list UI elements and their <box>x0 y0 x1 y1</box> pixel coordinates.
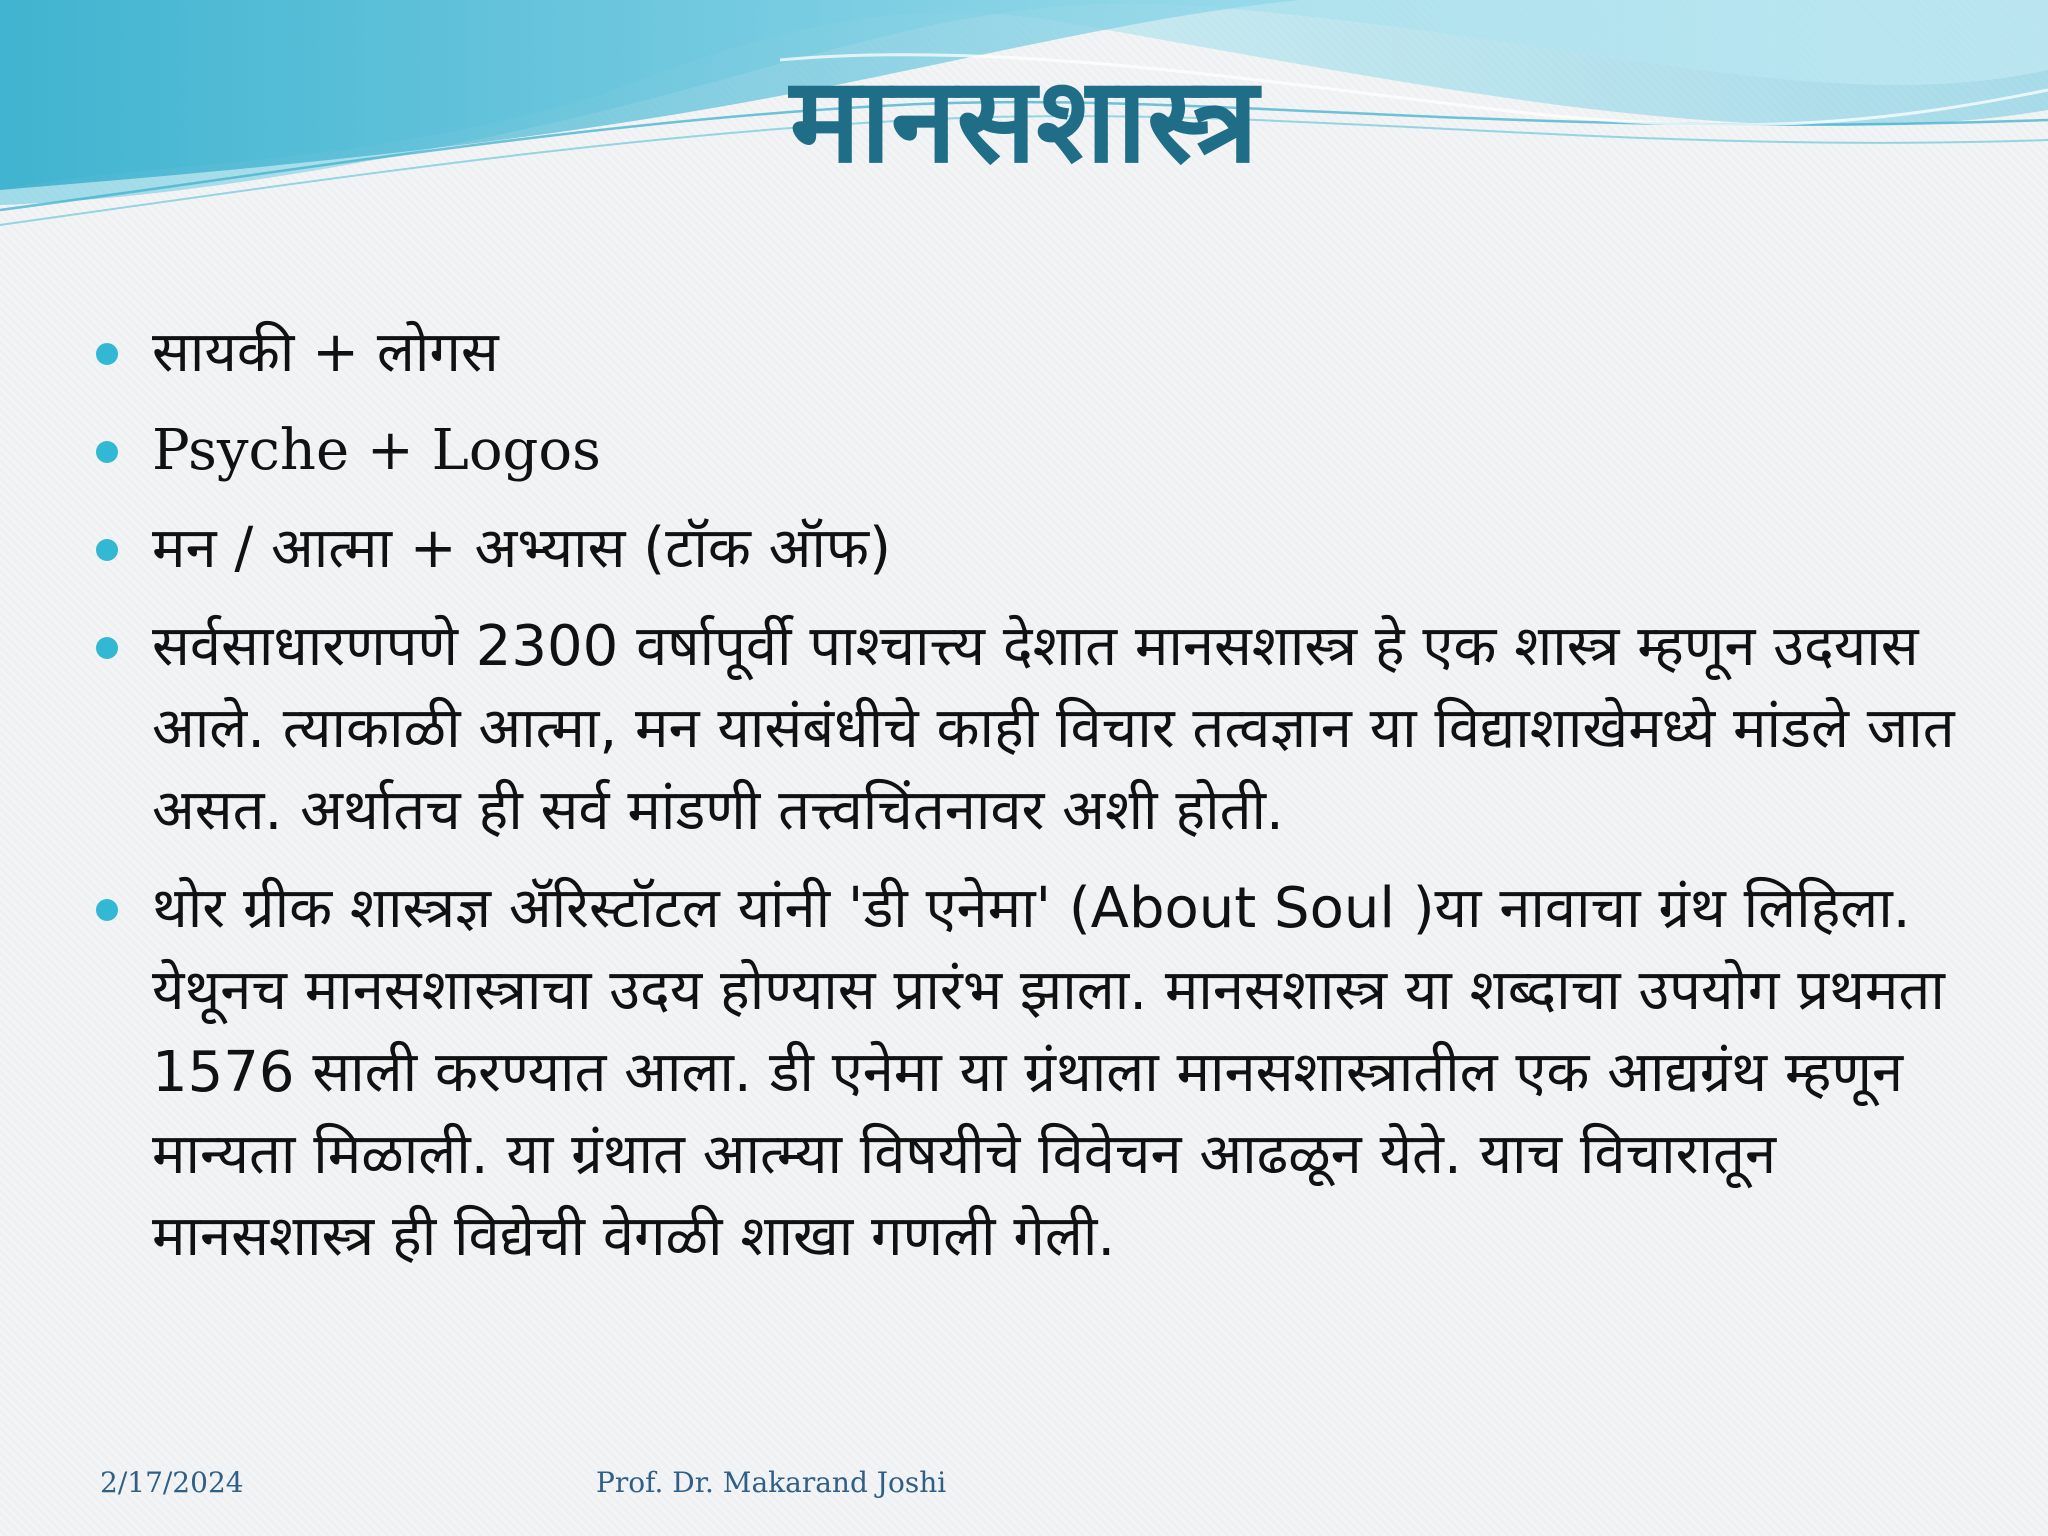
bullet-item <box>90 410 1990 492</box>
bullet-dot-icon <box>96 637 118 659</box>
bullet-text: थोर ग्रीक शास्त्रज्ञ ॲरिस्टॉटल यांनी 'डी एनेमा' (About Soul )या नावाचा ग्रंथ लिहिला. येथूनच मानसशास्त्राचा उदय होण्यास प्रारंभ झाला. मानसशास्त्र या शब्दाचा उपयोग प्रथमता 1576 साली करण्यात आला. डी एनेमा या ग्रंथाला मानसशास्त्रातील एक आद्यग्रंथ म्हणून मान्यता मिळाली. या ग्रंथात आत्म्या विषयीचे विवेचन आढळून येते. याच विचारातून मानसशास्त्र ही विद्येची वेगळी शाखा गणली गेली. <box>152 876 1945 1269</box>
bullet-text: सर्वसाधारणपणे 2300 वर्षापूर्वी पाश्चात्त्य देशात मानसशास्त्र हे एक शास्त्र म्हणून उदयास आले. त्याकाळी आत्मा, मन यासंबंधीचे काही विचार तत्वज्ञान या विद्याशाखेमध्ये मांडले जात असत. अर्थातच ही सर्व मांडणी तत्त्वचिंतनावर अशी होती. <box>152 614 1955 843</box>
bullet-dot-icon <box>96 899 118 921</box>
bullet-text: Psyche + Logos <box>152 418 601 483</box>
footer-author: Prof. Dr. Makarand Joshi <box>596 1466 947 1499</box>
bullet-text: मन / आत्मा + अभ्यास (टॉक ऑफ) <box>152 516 891 581</box>
bullet-item <box>90 606 1990 852</box>
bullet-dot-icon <box>96 539 118 561</box>
bullet-item <box>90 312 1990 394</box>
slide-title: मानसशास्त्र <box>789 51 1259 189</box>
bullet-item <box>90 868 1990 1278</box>
bullet-dot-icon <box>96 441 118 463</box>
footer-date: 2/17/2024 <box>100 1466 244 1499</box>
bullet-item <box>90 508 1990 590</box>
bullet-dot-icon <box>96 343 118 365</box>
bullet-list <box>90 312 1990 1294</box>
bullet-text: सायकी + लोगस <box>152 320 499 385</box>
